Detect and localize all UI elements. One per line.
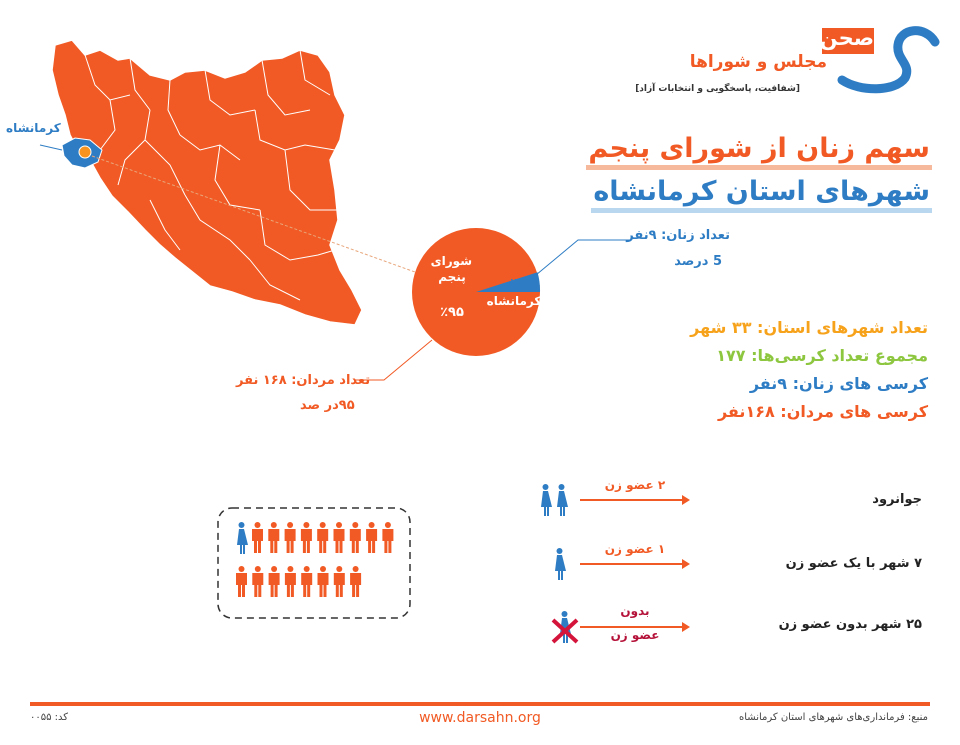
pie-title-line1: شورای xyxy=(430,254,472,268)
man-figure-icon xyxy=(269,566,280,597)
man-figure-icon xyxy=(318,566,329,597)
row-arrow-label-none-1: بدون xyxy=(620,604,650,618)
logo-word-majles: مجلس و شوراها xyxy=(689,52,827,72)
man-figure-icon xyxy=(301,522,312,553)
row-arrow-label-two: ۲ عضو زن xyxy=(604,478,666,492)
man-figure-icon xyxy=(236,566,247,597)
stat-total-seats: مجموع تعداد کرسی‌ها: ۱۷۷ xyxy=(716,346,928,365)
man-figure-icon xyxy=(334,522,345,553)
footer-source: منبع: فرمانداری‌های شهرهای استان کرمانشاه xyxy=(738,712,928,723)
page-subtitle: شهرهای استان کرمانشاه xyxy=(591,176,932,213)
man-figure-icon xyxy=(366,522,377,553)
pie-women-percent: ٪۵ xyxy=(510,276,524,289)
man-figure-icon xyxy=(268,522,279,553)
stat-cities: تعداد شهرهای استان: ۳۳ شهر xyxy=(690,318,928,337)
woman-figure-icon xyxy=(237,522,248,554)
women-connector xyxy=(536,240,630,275)
row-arrow-label-one: ۱ عضو زن xyxy=(604,542,666,556)
man-figure-icon xyxy=(350,522,361,553)
stat-women-seats: کرسی های زنان: ۹نفر xyxy=(749,374,928,393)
woman-figure-icon xyxy=(555,548,566,580)
map-region-label: کرمانشاه xyxy=(6,121,61,135)
man-figure-icon xyxy=(334,566,345,597)
women-percent: 5 درصد xyxy=(674,254,722,269)
iran-map xyxy=(40,40,362,325)
pie-province-label: کرمانشاه xyxy=(486,294,542,308)
man-figure-icon xyxy=(285,566,296,597)
man-figure-icon xyxy=(317,522,328,553)
man-figure-icon xyxy=(301,566,312,597)
row-label-no-woman: ۲۵ شهر بدون عضو زن xyxy=(778,617,922,632)
man-figure-icon xyxy=(350,566,361,597)
man-figure-icon xyxy=(252,522,263,553)
man-figure-icon xyxy=(285,522,296,553)
figures-box xyxy=(218,508,410,618)
footer-divider xyxy=(30,702,930,706)
men-percent: ۹۵در صد xyxy=(300,398,355,413)
kermanshah-marker xyxy=(79,146,91,158)
woman-figure-icon xyxy=(541,484,552,516)
logo-tagline: [شفافیت، پاسخگویی و انتخابات آزاد] xyxy=(635,84,800,94)
footer-code: کد: ۰۰۵۵ xyxy=(30,712,69,723)
pie-men-percent: ٪۹۵ xyxy=(440,305,464,320)
logo-word-sahn: صحن xyxy=(819,26,874,50)
women-count: تعداد زنان: ۹نفر xyxy=(626,228,730,243)
footer-url[interactable]: www.darsahn.org xyxy=(419,710,541,726)
woman-figure-icon xyxy=(557,484,568,516)
row-woman-icons xyxy=(541,484,571,643)
row-label-javanrud: جوانرود xyxy=(872,492,922,507)
man-figure-icon xyxy=(252,566,263,597)
page-title: سهم زنان از شورای پنجم xyxy=(586,133,932,170)
man-figure-icon xyxy=(382,522,393,553)
men-count: تعداد مردان: ۱۶۸ نفر xyxy=(236,373,371,388)
row-arrow-label-none-2: عضو زن xyxy=(610,628,660,642)
row-label-one-woman: ۷ شهر با یک عضو زن xyxy=(785,556,922,571)
figures-grid xyxy=(236,522,393,597)
pie-title-line2: پنجم xyxy=(438,270,466,284)
council-pie xyxy=(412,228,540,356)
stat-men-seats: کرسی های مردان: ۱۶۸نفر xyxy=(717,402,928,421)
